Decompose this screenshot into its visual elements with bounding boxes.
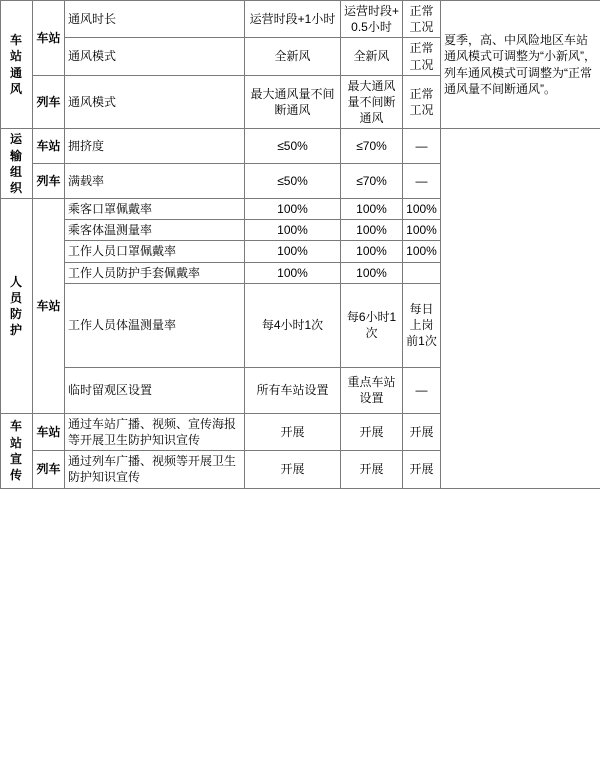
table-row bbox=[1, 1, 600, 38]
value-mid-risk: 最大通风量不间断通风 bbox=[341, 75, 403, 129]
value-high-risk: 100% bbox=[245, 241, 341, 262]
value-mid-risk: 每6小时1次 bbox=[341, 283, 403, 367]
value-mid-risk: 开展 bbox=[341, 451, 403, 488]
group-station-publicity: 车站宣传 bbox=[1, 413, 33, 488]
item-label: 满载率 bbox=[65, 164, 245, 199]
value-mid-risk: 运营时段+0.5小时 bbox=[341, 1, 403, 38]
value-mid-risk: 100% bbox=[341, 262, 403, 283]
value-low-risk: 每日上岗前1次 bbox=[403, 283, 441, 367]
item-label: 拥挤度 bbox=[65, 129, 245, 164]
value-low-risk: 100% bbox=[403, 199, 441, 220]
value-mid-risk: 100% bbox=[341, 199, 403, 220]
value-low-risk: — bbox=[403, 129, 441, 164]
item-label: 工作人员防护手套佩戴率 bbox=[65, 262, 245, 283]
value-high-risk: 运营时段+1小时 bbox=[245, 1, 341, 38]
value-low-risk: 开展 bbox=[403, 451, 441, 488]
subject-train: 列车 bbox=[33, 164, 65, 199]
empty-cell bbox=[441, 129, 600, 488]
table-row bbox=[1, 129, 600, 164]
item-label: 通过列车广播、视频等开展卫生防护知识宣传 bbox=[65, 451, 245, 488]
item-label: 临时留观区设置 bbox=[65, 367, 245, 413]
item-label: 乘客口罩佩戴率 bbox=[65, 199, 245, 220]
value-low-risk: 正常工况 bbox=[403, 75, 441, 129]
value-low-risk: — bbox=[403, 164, 441, 199]
value-high-risk: 全新风 bbox=[245, 38, 341, 75]
value-high-risk: 开展 bbox=[245, 451, 341, 488]
value-high-risk: 开展 bbox=[245, 413, 341, 450]
subject-station: 车站 bbox=[33, 199, 65, 414]
item-label: 工作人员体温测量率 bbox=[65, 283, 245, 367]
value-high-risk: ≤50% bbox=[245, 164, 341, 199]
group-station-ventilation: 车站通风 bbox=[1, 1, 33, 129]
item-label: 通过车站广播、视频、宣传海报等开展卫生防护知识宣传 bbox=[65, 413, 245, 450]
value-mid-risk: 100% bbox=[341, 220, 403, 241]
subject-station: 车站 bbox=[33, 129, 65, 164]
group-personnel-protection: 人员防护 bbox=[1, 199, 33, 414]
subject-train: 列车 bbox=[33, 451, 65, 488]
value-low-risk: 100% bbox=[403, 220, 441, 241]
value-high-risk: 100% bbox=[245, 262, 341, 283]
value-mid-risk: 全新风 bbox=[341, 38, 403, 75]
value-low-risk: 正常工况 bbox=[403, 38, 441, 75]
value-high-risk: 所有车站设置 bbox=[245, 367, 341, 413]
value-high-risk: 100% bbox=[245, 220, 341, 241]
item-label: 通风时长 bbox=[65, 1, 245, 38]
value-low-risk: 正常工况 bbox=[403, 1, 441, 38]
value-low-risk: 开展 bbox=[403, 413, 441, 450]
value-low-risk bbox=[403, 262, 441, 283]
value-high-risk: ≤50% bbox=[245, 129, 341, 164]
item-label: 通风模式 bbox=[65, 75, 245, 129]
subject-station: 车站 bbox=[33, 1, 65, 76]
value-high-risk: 最大通风量不间断通风 bbox=[245, 75, 341, 129]
value-mid-risk: 100% bbox=[341, 241, 403, 262]
note-cell: 夏季，高、中风险地区车站通风模式可调整为“小新风”，列车通风模式可调整为“正常通风量不间断通风”。 bbox=[441, 1, 600, 129]
group-transport-org: 运输组织 bbox=[1, 129, 33, 199]
value-mid-risk: 重点车站设置 bbox=[341, 367, 403, 413]
value-low-risk: — bbox=[403, 367, 441, 413]
item-label: 乘客体温测量率 bbox=[65, 220, 245, 241]
value-mid-risk: ≤70% bbox=[341, 129, 403, 164]
value-high-risk: 每4小时1次 bbox=[245, 283, 341, 367]
item-label: 工作人员口罩佩戴率 bbox=[65, 241, 245, 262]
subject-station: 车站 bbox=[33, 413, 65, 450]
value-mid-risk: ≤70% bbox=[341, 164, 403, 199]
value-low-risk: 100% bbox=[403, 241, 441, 262]
subject-train: 列车 bbox=[33, 75, 65, 129]
value-high-risk: 100% bbox=[245, 199, 341, 220]
item-label: 通风模式 bbox=[65, 38, 245, 75]
value-mid-risk: 开展 bbox=[341, 413, 403, 450]
